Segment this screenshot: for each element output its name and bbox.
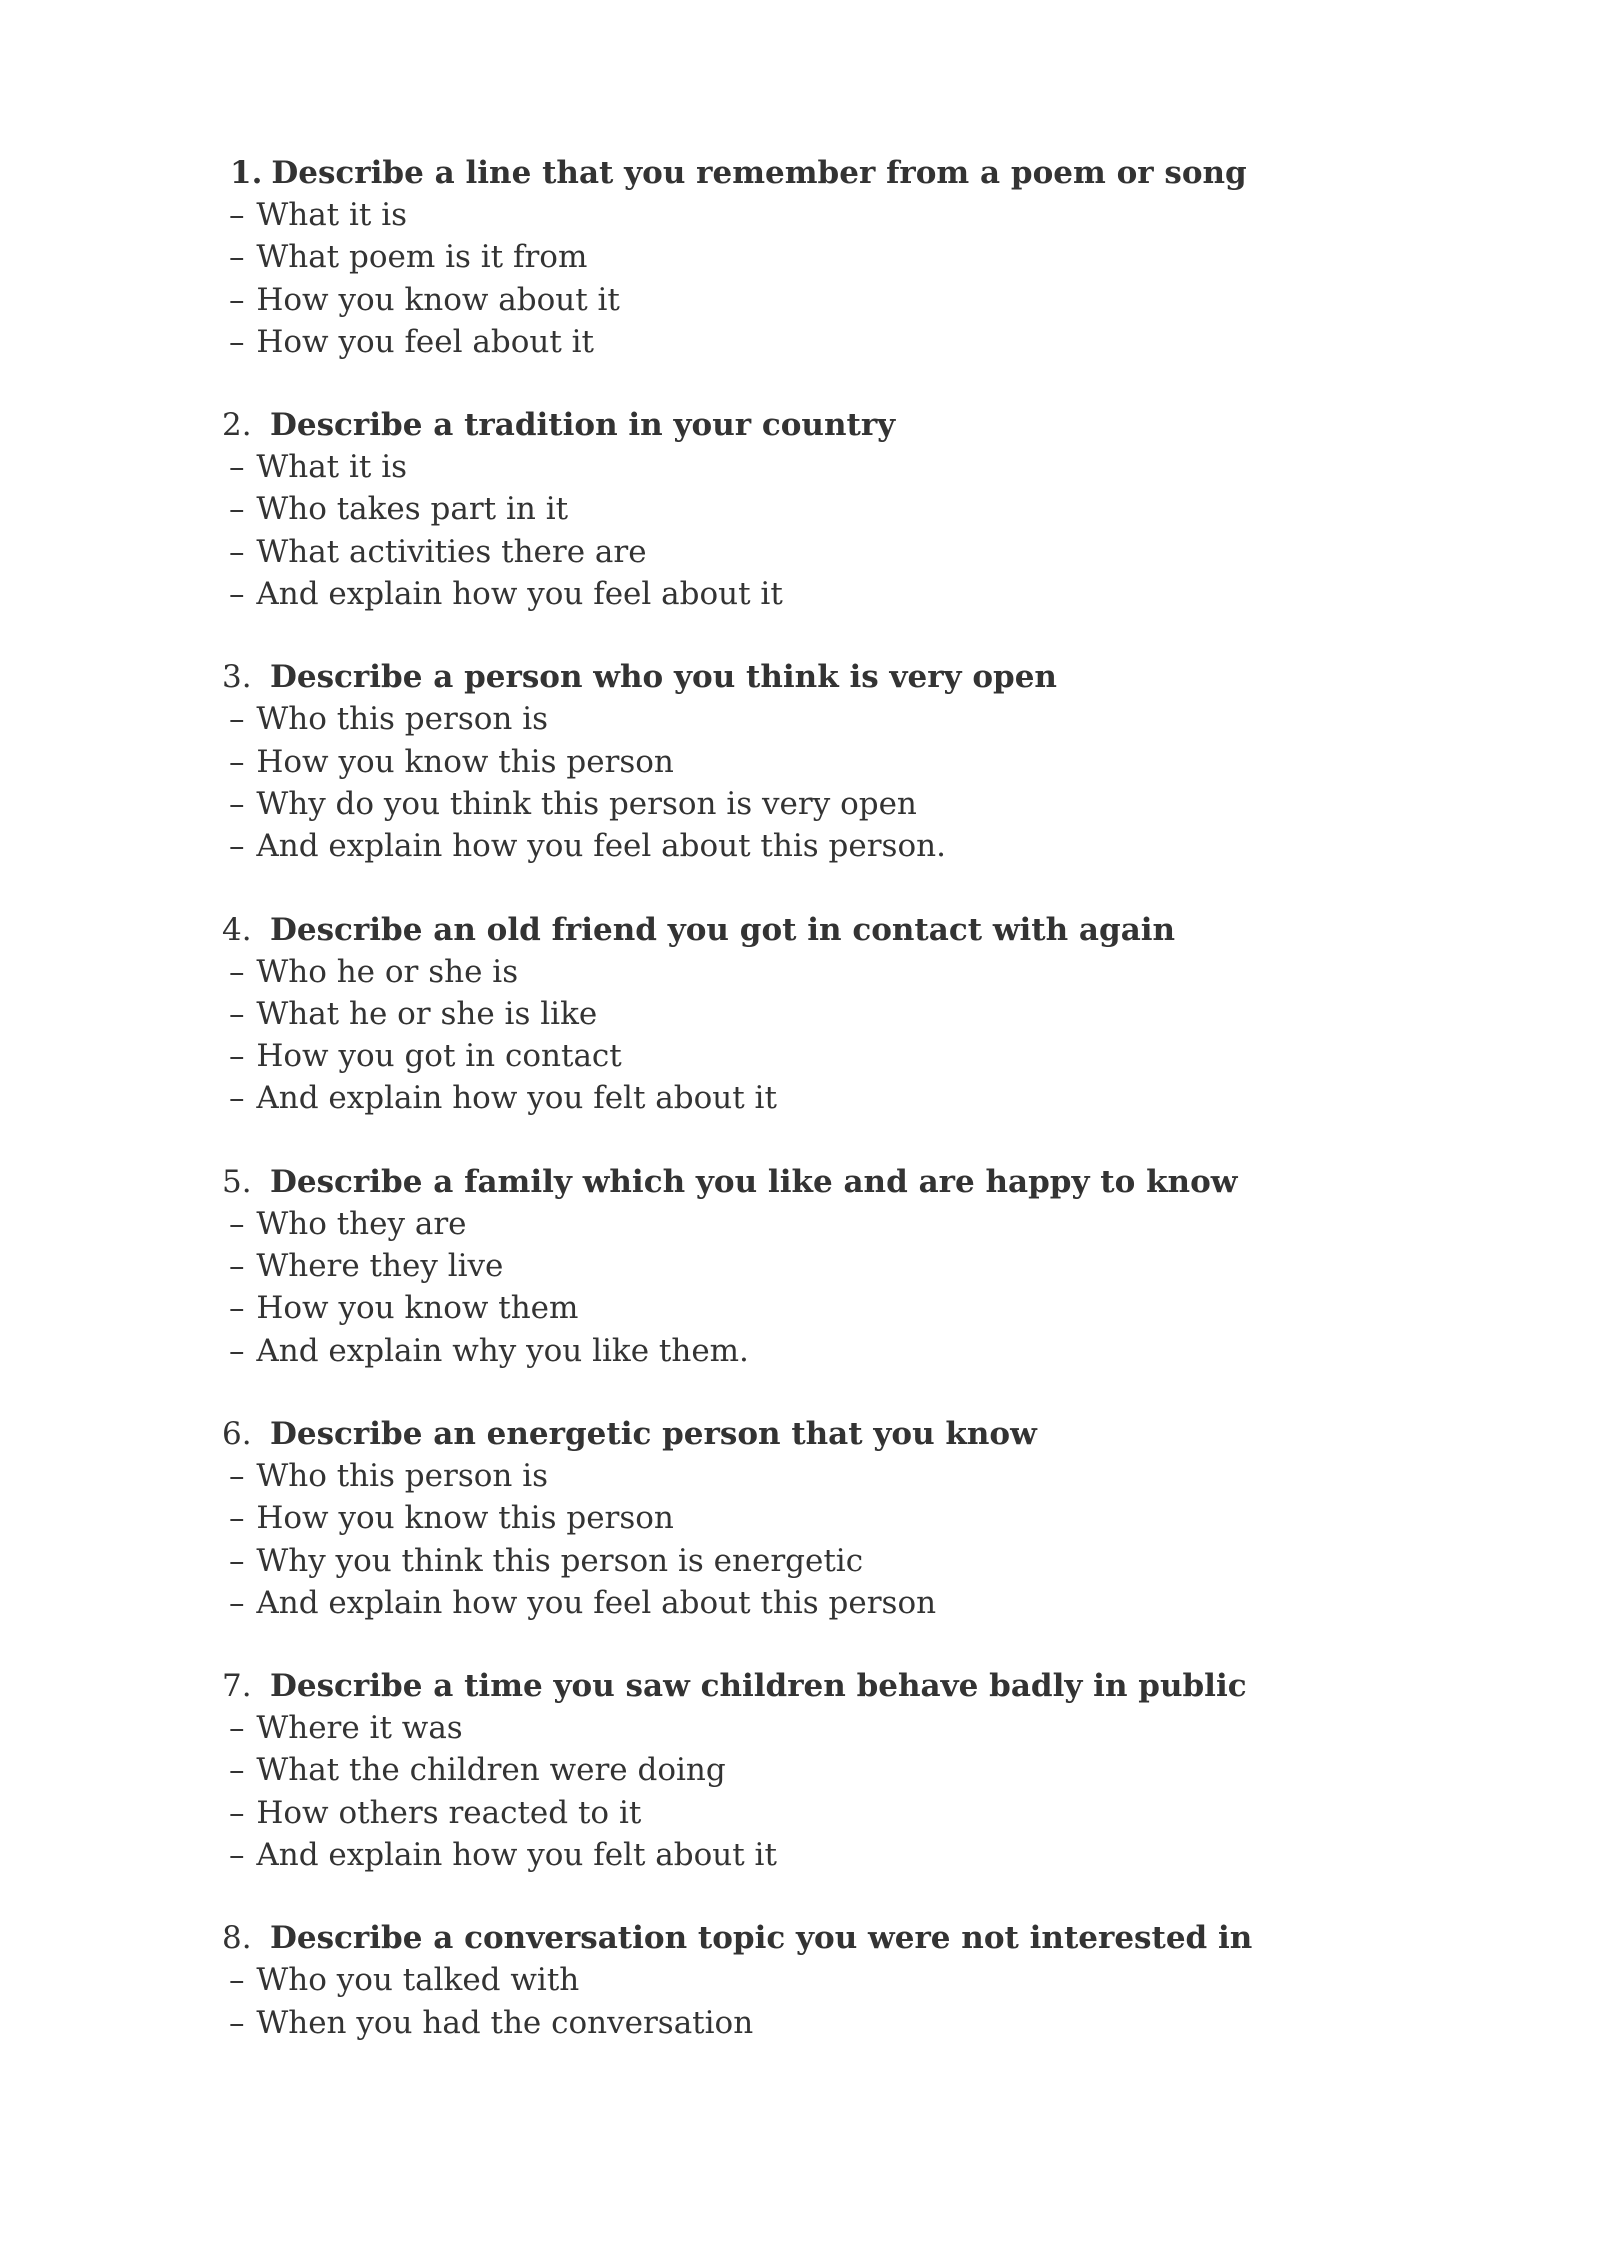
topic-list: [222, 152, 1462, 2085]
prompt-item: [222, 1077, 1462, 1119]
topic-number: 3.: [222, 659, 252, 696]
prompt-text: And explain how you feel about this person.: [256, 828, 946, 865]
prompt-text: And explain how you felt about it: [256, 1080, 777, 1117]
topic-title: Describe a tradition in your country: [270, 407, 896, 444]
topic-number: 1.: [230, 155, 263, 191]
bullet-dash: –: [229, 1038, 245, 1075]
topic-3: [222, 656, 1462, 867]
topic-heading: [222, 909, 1462, 951]
prompt-item: [222, 741, 1462, 783]
prompt-item: [222, 698, 1462, 740]
prompt-item: [222, 1287, 1462, 1329]
prompt-item: [222, 321, 1462, 363]
bullet-dash: –: [229, 197, 245, 233]
topic-5: [222, 1161, 1462, 1372]
prompt-item: [222, 488, 1462, 530]
bullet-dash: –: [229, 785, 245, 822]
bullet-dash: –: [229, 1962, 245, 1999]
prompt-text: What it is: [256, 197, 408, 233]
prompt-item: [222, 993, 1462, 1035]
bullet-dash: –: [229, 1332, 245, 1369]
prompt-item: [222, 1540, 1462, 1582]
bullet-dash: –: [229, 281, 245, 318]
topic-title: Describe an energetic person that you know: [270, 1415, 1037, 1452]
topic-heading: [222, 1413, 1462, 1455]
prompt-text: And explain why you like them.: [256, 1332, 749, 1369]
prompt-text: How you feel about it: [256, 323, 595, 360]
prompt-text: Who he or she is: [256, 953, 519, 990]
prompt-item: [222, 2002, 1462, 2044]
topic-heading: [222, 152, 1462, 194]
prompt-item: [222, 1792, 1462, 1834]
prompt-item: [222, 1035, 1462, 1077]
prompt-text: What poem is it from: [256, 239, 588, 276]
prompt-text: And explain how you feel about it: [256, 576, 783, 613]
prompt-item: [222, 194, 1462, 236]
prompt-item: [222, 446, 1462, 488]
prompt-item: [222, 573, 1462, 615]
prompt-item: [222, 1203, 1462, 1245]
prompt-text: Who this person is: [256, 701, 549, 738]
topic-8: [222, 1917, 1462, 2044]
prompt-text: Why you think this person is energetic: [256, 1542, 864, 1579]
topic-number: 5.: [222, 1163, 252, 1200]
prompt-text: How you know about it: [256, 281, 620, 318]
topic-2: [222, 404, 1462, 615]
topic-6: [222, 1413, 1462, 1624]
bullet-dash: –: [229, 1457, 245, 1494]
prompt-item: [222, 1497, 1462, 1539]
topic-heading: [222, 1917, 1462, 1959]
prompt-item: [222, 531, 1462, 573]
prompt-item: [222, 825, 1462, 867]
bullet-dash: –: [229, 1205, 245, 1242]
bullet-dash: –: [229, 828, 245, 865]
prompt-text: What he or she is like: [256, 995, 598, 1032]
prompt-item: [222, 1455, 1462, 1497]
bullet-dash: –: [229, 1837, 245, 1874]
bullet-dash: –: [229, 1710, 245, 1747]
bullet-dash: –: [229, 1542, 245, 1579]
topic-1: [222, 152, 1462, 363]
bullet-dash: –: [229, 239, 245, 276]
topic-7: [222, 1665, 1462, 1876]
bullet-dash: –: [229, 1584, 245, 1621]
prompt-text: Who this person is: [256, 1457, 549, 1494]
prompt-text: Why do you think this person is very open: [256, 785, 917, 822]
prompt-item: [222, 236, 1462, 278]
prompt-text: And explain how you feel about this person: [256, 1584, 937, 1621]
prompt-text: How you know this person: [256, 743, 674, 780]
topic-4: [222, 909, 1462, 1120]
topic-title: Describe a family which you like and are happy to know: [270, 1163, 1238, 1200]
prompt-text: What it is: [256, 449, 408, 486]
prompt-text: Who takes part in it: [256, 491, 569, 528]
prompt-text: How you got in contact: [256, 1038, 622, 1075]
prompt-item: [222, 279, 1462, 321]
prompt-text: Where it was: [256, 1710, 463, 1747]
bullet-dash: –: [229, 1248, 245, 1285]
topic-title: Describe a conversation topic you were not interested in: [270, 1920, 1253, 1957]
topic-number: 6.: [222, 1415, 252, 1452]
bullet-dash: –: [229, 491, 245, 528]
prompt-item: [222, 1707, 1462, 1749]
prompt-text: What activities there are: [256, 533, 647, 570]
prompt-item: [222, 1749, 1462, 1791]
bullet-dash: –: [229, 953, 245, 990]
prompt-text: And explain how you felt about it: [256, 1837, 777, 1874]
bullet-dash: –: [229, 323, 245, 360]
topic-title: Describe an old friend you got in contact with again: [270, 911, 1176, 948]
prompt-text: What the children were doing: [256, 1752, 726, 1789]
bullet-dash: –: [229, 743, 245, 780]
topic-number: 2.: [222, 407, 252, 444]
topic-heading: [222, 404, 1462, 446]
topic-heading: [222, 1161, 1462, 1203]
prompt-text: How you know this person: [256, 1500, 674, 1537]
bullet-dash: –: [229, 449, 245, 486]
prompt-item: [222, 951, 1462, 993]
bullet-dash: –: [229, 1752, 245, 1789]
topic-title: Describe a person who you think is very open: [270, 659, 1057, 696]
prompt-text: Where they live: [256, 1248, 504, 1285]
prompt-item: [222, 1330, 1462, 1372]
bullet-dash: –: [229, 576, 245, 613]
prompt-item: [222, 1959, 1462, 2001]
bullet-dash: –: [229, 1794, 245, 1831]
prompt-text: Who they are: [256, 1205, 467, 1242]
prompt-text: How others reacted to it: [256, 1794, 642, 1831]
topic-number: 8.: [222, 1920, 252, 1957]
topic-title: Describe a time you saw children behave badly in public: [270, 1668, 1247, 1705]
bullet-dash: –: [229, 1500, 245, 1537]
topic-number: 4.: [222, 911, 252, 948]
topic-heading: [222, 656, 1462, 698]
topic-heading: [222, 1665, 1462, 1707]
prompt-item: [222, 783, 1462, 825]
prompt-text: Who you talked with: [256, 1962, 580, 1999]
bullet-dash: –: [229, 1080, 245, 1117]
bullet-dash: –: [229, 533, 245, 570]
prompt-text: When you had the conversation: [256, 2004, 754, 2041]
topic-title: Describe a line that you remember from a poem or song: [271, 155, 1247, 191]
topic-number: 7.: [222, 1668, 252, 1705]
bullet-dash: –: [229, 2004, 245, 2041]
bullet-dash: –: [229, 995, 245, 1032]
bullet-dash: –: [229, 1290, 245, 1327]
bullet-dash: –: [229, 701, 245, 738]
prompt-item: [222, 1582, 1462, 1624]
prompt-text: How you know them: [256, 1290, 579, 1327]
prompt-item: [222, 1834, 1462, 1876]
prompt-item: [222, 1245, 1462, 1287]
